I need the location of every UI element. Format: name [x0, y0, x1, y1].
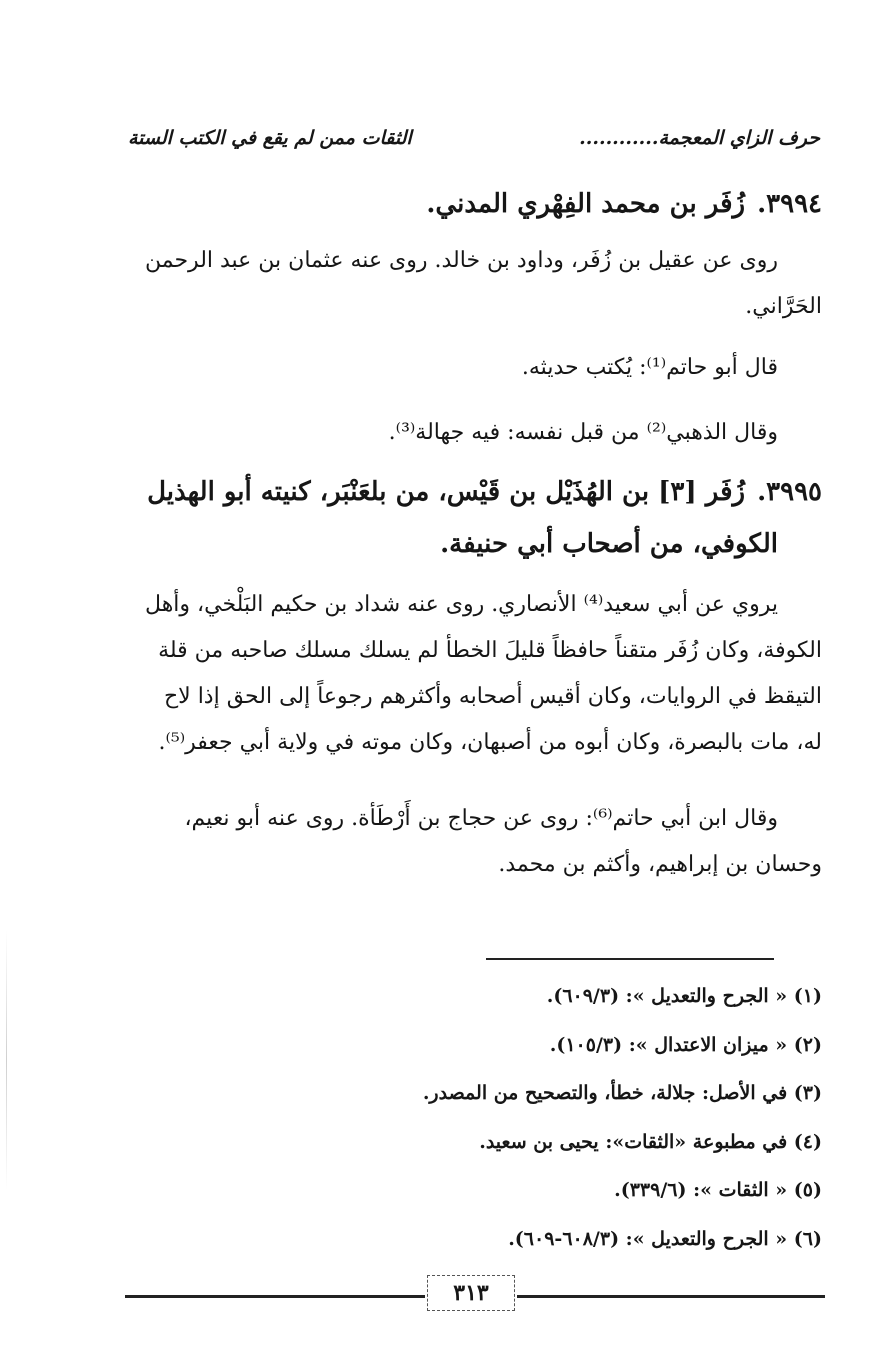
header-chapter: حرف الزاي المعجمة............ [579, 127, 820, 149]
entry-title: زُفَر بن محمد الفِهْري المدني. [426, 189, 746, 219]
paragraph-line: الكوفة، وكان زُفَر متقناً حافظاً قليلَ الخطأ لم يسلك مسلك صاحبه من قلة [158, 638, 822, 663]
dhahabi-quote [118, 410, 822, 456]
paragraph-line: قال أبو حاتم⁽¹⁾: يُكتب حديثه. [521, 355, 778, 380]
paragraph-line: له، مات بالبصرة، وكان أبوه من أصبهان، وكان موته في ولاية أبي جعفر⁽⁵⁾. [158, 730, 822, 755]
header-book-title: الثقات ممن لم يقع في الكتب الستة [128, 127, 412, 149]
paragraph-line: التيقظ في الروايات، وكان أقيس أصحابه وأكثرهم رجوعاً إلى الحق إذا لاح [163, 684, 822, 709]
paragraph-line: وحسان بن إبراهيم، وأكثم بن محمد. [498, 852, 822, 877]
footnote-4: (٤) في مطبوعة «الثقات»: يحيى بن سعيد. [479, 1130, 822, 1153]
footer-rule-right [517, 1295, 825, 1298]
entry-3995-paragraph [118, 582, 822, 766]
paragraph-line: وقال الذهبي⁽²⁾ من قبل نفسه: فيه جهالة⁽³⁾. [388, 420, 778, 445]
entry-3995-heading [118, 466, 822, 570]
ibn-abi-hatim-quote [118, 796, 822, 888]
entry-number: ٣٩٩٥. [757, 477, 822, 507]
scan-edge-artifact [6, 930, 7, 1190]
paragraph-line: يروي عن أبي سعيد⁽⁴⁾ الأنصاري. روى عنه شداد بن حكيم البَلْخي، وأهل [145, 592, 778, 617]
paragraph-line: وقال ابن أبي حاتم⁽⁶⁾: روى عن حجاج بن أَرْطَأة. روى عنه أبو نعيم، [184, 806, 778, 831]
entry-title-line: الكوفي، من أصحاب أبي حنيفة. [440, 529, 778, 559]
footnotes [320, 972, 822, 1264]
footnote-1: (١) « الجرح والتعديل »: (٦٠٩/٣). [546, 985, 822, 1007]
paragraph-line: روى عن عقيل بن زُفَر، وداود بن خالد. روى عنه عثمان بن عبد الرحمن [144, 248, 778, 273]
entry-number: ٣٩٩٤. [757, 189, 822, 219]
footnote-5: (٥) « الثقات »: (٣٣٩/٦). [614, 1179, 822, 1202]
page-number: ٣١٣ [427, 1275, 515, 1311]
entry-title-line: زُفَر [٣] بن الهُذَيْل بن قَيْس، من بلعَنْبَر، كنيته أبو الهذيل [147, 477, 746, 507]
running-header [128, 120, 820, 156]
footnote-2: (٢) « ميزان الاعتدال »: (١٠٥/٣). [549, 1033, 822, 1056]
page-footer [125, 1273, 825, 1313]
entry-3994-heading [118, 178, 822, 230]
footer-rule-left [125, 1295, 425, 1298]
paragraph-line: الحَرَّاني. [745, 294, 822, 319]
entry-3994-paragraph [118, 238, 822, 330]
abu-hatim-quote [118, 345, 822, 391]
footnote-separator [486, 958, 774, 960]
footnote-3: (٣) في الأصل: جلالة، خطأ، والتصحيح من المصدر. [422, 1082, 822, 1105]
footnote-6: (٦) « الجرح والتعديل »: (٦٠٨/٣-٦٠٩). [508, 1227, 822, 1250]
